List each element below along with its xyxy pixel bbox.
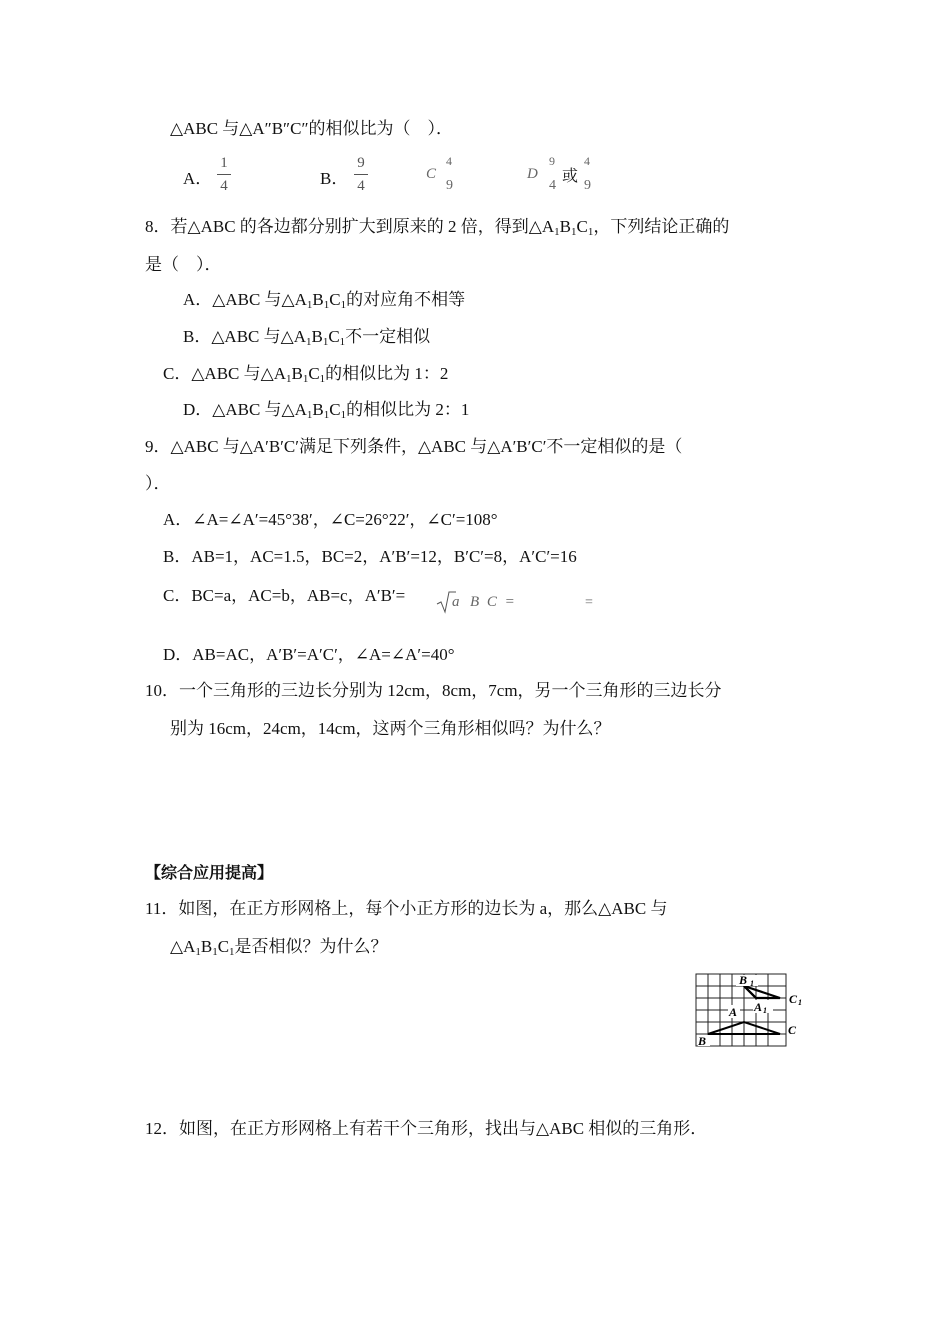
q8-option-a: A．△ABC 与$\triangle A_1B_1C_1$的对应角不相等 [183,290,466,311]
q7-option-b-fraction: 9 4 [354,154,368,195]
svg-text:1: 1 [750,979,754,988]
q11-line2: $\triangle A_1B_1C_1$是否相似？为什么？ [170,937,388,958]
label-c: C [788,1023,797,1037]
q8-stem-line1: 8．若△ABC 的各边都分别扩大到原来的 2 倍，得到$\triangle A_1B_1C_1$，下列结论正确的 [145,217,730,238]
q7-option-b-label: B． [320,169,349,188]
q9-option-c-sqrt-value: a [452,594,460,610]
q10-line2: 别为 16cm，24cm，14cm，这两个三角形相似吗？为什么？ [170,719,611,738]
q7-option-d-den2: 9 [584,178,591,193]
q7-option-d-num1: 9 [549,154,555,168]
label-b: B [698,1034,707,1048]
q7-option-d-or: 或 [562,168,579,185]
q7-option-a-fraction: 1 4 [217,154,231,195]
q9-option-c: C．BC=a，AC=b，AB=c，A′B′= [163,586,406,605]
q8-stem-line2: 是（ ）． [145,255,222,274]
q8-option-c: C．△ABC 与$\triangle A_1B_1C_1$的相似比为 1：2 [163,364,449,385]
q12-line1: 12．如图，在正方形网格上有若干个三角形，找出与△ABC 相似的三角形． [145,1119,708,1138]
q9-option-a: A．∠A=∠A′=45°38′，∠C=26°22′，∠C′=108° [163,510,498,529]
section-title: 【综合应用提高】 [145,863,274,882]
label-a: A [729,1005,738,1019]
q9-option-c-tail: B C = [470,594,517,610]
q9-option-c-equals: = [585,595,593,610]
q7-option-a-label: A． [183,169,213,188]
q11-grid-figure [690,970,810,1056]
q10-line1: 10．一个三角形的三边长分别为 12cm，8cm，7cm，另一个三角形的三边长分 [145,681,722,700]
q7-option-c-label: C [426,166,437,182]
q9-option-b: B．AB=1，AC=1.5，BC=2，A′B′=12，B′C′=8，A′C′=16 [163,547,577,566]
q7-option-d-den1: 4 [549,178,556,193]
label-b1: B [739,973,748,987]
label-c1: C [789,992,798,1006]
q7-option-c-den: 9 [446,178,453,193]
q9-option-d: D．AB=AC，A′B′=A′C′，∠A=∠A′=40° [163,645,455,664]
q7-option-d-num2: 4 [584,154,590,168]
svg-text:1: 1 [798,998,802,1007]
q7-option-c-num: 4 [446,154,452,168]
q8-option-b: B．△ABC 与$\triangle A_1B_1C_1$不一定相似 [183,327,431,348]
label-a1: A [754,1000,763,1014]
q8-option-d: D．△ABC 与$\triangle A_1B_1C_1$的相似比为 2：1 [183,400,470,421]
q7-option-d-label: D [527,166,538,182]
q7-stem: △ABC 与△A″B″C″的相似比为（ ）． [170,119,454,138]
q9-stem-line2: ）． [145,474,171,493]
svg-text:1: 1 [763,1006,767,1015]
q11-line1: 11．如图，在正方形网格上，每个小正方形的边长为 a，那么△ABC 与 [145,899,668,918]
q9-stem-line1: 9．△ABC 与△A′B′C′满足下列条件，△ABC 与△A′B′C′不一定相似的是（ [145,437,683,456]
